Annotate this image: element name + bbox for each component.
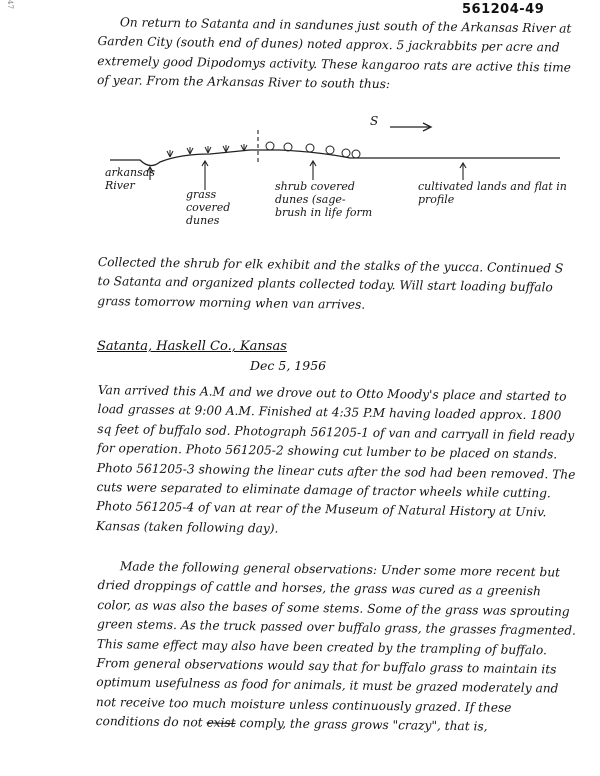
- cultivated-lands-label: cultivated lands and flat in profile: [418, 180, 567, 206]
- notes-paragraph-dunes: [97, 13, 578, 97]
- grass-tufts: [167, 144, 247, 157]
- corner-page-mark: 47: [6, 0, 14, 9]
- notes-paragraph-loading: [96, 381, 578, 543]
- location-heading: Satanta, Haskell Co., Kansas: [97, 339, 287, 354]
- paragraph-text: Van arrived this A.M and we drove out to Otto Moody's place and started to load grasses at 9:00 A.M. Finished at 4:35 P.M having loaded approx. 1800 sq feet of buffalo sod. Photograph 561205-1 of van and carryall in field ready for operation. Photo 561205-2 showing cut lumber to be placed on stands. Photo 561205-3 showing the linear cuts after the sod had been removed. The cuts were separated to eliminate damage of tractor wheels while cutting. Photo 561205-4 of van at rear of the Museum of Natural History at Univ. Kansas (taken following day).: [95, 382, 576, 536]
- ground-profile-line: [110, 150, 560, 166]
- dune-profile-diagram: [100, 110, 570, 230]
- entry-date: Dec 5, 1956: [250, 358, 327, 373]
- paragraph-text: On return to Satanta and in sandunes just south of the Arkansas River at Garden City (south end of dunes) noted approx. 5 jackrabbits per acre and extremely good Dipodomys activity. These kangaroo rats are active this time of year. From the Arkansas River to south thus:: [96, 15, 572, 92]
- observation-text: Made the following general observations: Under some more recent but dried droppings of cattle and horses, the grass was cured as a greenish color, as was also the bases of some stems. Some of the grass was sprouting green stems. As the truck passed over buffalo grass, the grasses fragmented. This same effect may also have been created by the trampling of buffalo. From general observations would say that for buffalo grass to maintain its optimum usefulness as food for animals, it must be grazed moderately and not receive too much moisture unless continuously grazed. If these conditions do not: [95, 559, 577, 730]
- grass-dunes-label: grass covered dunes: [186, 188, 231, 227]
- struck-word: exist: [206, 715, 236, 731]
- specimen-number: 561204-49: [462, 2, 545, 17]
- shrub-dunes-label: shrub covered dunes (sage-brush in life form: [275, 180, 373, 219]
- direction-label: S: [370, 114, 379, 128]
- paragraph-text: Collected the shrub for elk exhibit and the stalks of the yucca. Continued S to Satanta and organized plants collected today. Will start loading buffalo grass tomorrow morning when van arrives.: [97, 254, 564, 312]
- notes-paragraph-observations: [96, 557, 578, 738]
- observation-text-end: comply, the grass grows "crazy", that is,: [239, 716, 488, 734]
- paragraph-text: [96, 557, 578, 738]
- river-label: arkansas River: [105, 166, 155, 192]
- notes-paragraph-collection: [97, 253, 578, 318]
